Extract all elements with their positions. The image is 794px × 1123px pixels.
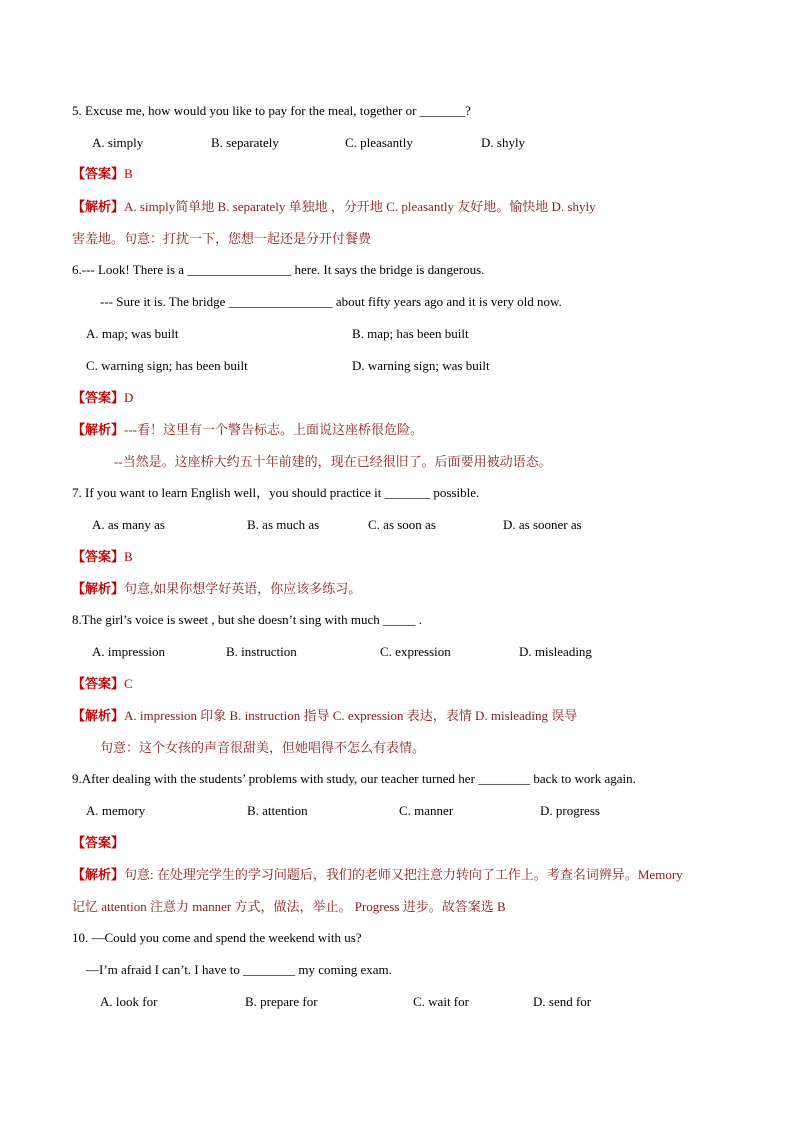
q6-stem-line1: 6.--- Look! There is a ________________ here. It says the bridge is dangerous. [72, 262, 485, 277]
analysis-tag: 【解析】 [72, 581, 125, 596]
q6-answer: D [124, 390, 134, 405]
q7-option-d: D. as sooner as [503, 517, 582, 532]
answer-tag: 【答案】 [72, 676, 125, 691]
q9-stem: 9.After dealing with the students’ problems with study, our teacher turned her ________ back to work again. [72, 771, 636, 786]
q7-stem: 7. If you want to learn English well，you should practice it _______ possible. [72, 485, 480, 500]
answer-tag: 【答案】 [72, 390, 125, 405]
q7-answer: B [124, 549, 133, 564]
q10-option-a: A. look for [100, 994, 158, 1009]
q9-analysis-line1: 句意: 在处理完学生的学习问题后，我们的老师又把注意力转向了工作上。考查名词辨异。Memory [124, 867, 683, 882]
q6-option-b: B. map; has been built [352, 326, 469, 341]
analysis-tag: 【解析】 [72, 199, 125, 214]
q5-analysis-line2: 害羞地。句意：打扰一下，您想一起还是分开付餐费 [72, 231, 372, 246]
q8-option-d: D. misleading [519, 644, 592, 659]
q9-option-b: B. attention [247, 803, 308, 818]
q8-analysis-row [72, 707, 577, 725]
answer-tag: 【答案】 [72, 166, 125, 181]
q9-option-d: D. progress [540, 803, 600, 818]
q6-analysis-line2: --当然是。这座桥大约五十年前建的，现在已经很旧了。后面要用被动语态。 [114, 454, 552, 469]
q7-option-b: B. as much as [247, 517, 320, 532]
q5-analysis-line1: A. simply简单地 B. separately 单独地 ，分开地 C. pleasantly 友好地。愉快地 D. shyly [124, 199, 596, 214]
q6-option-d: D. warning sign; was built [352, 358, 490, 373]
q10-option-b: B. prepare for [245, 994, 318, 1009]
q6-option-c: C. warning sign; has been built [86, 358, 248, 373]
q9-answer-row [72, 834, 124, 852]
q5-option-a: A. simply [92, 135, 144, 150]
q8-option-b: B. instruction [226, 644, 297, 659]
q8-option-c: C. expression [380, 644, 451, 659]
q8-stem: 8.The girl’s voice is sweet , but she doesn’t sing with much _____ . [72, 612, 422, 627]
q9-option-a: A. memory [86, 803, 146, 818]
q6-option-a: A. map; was built [86, 326, 179, 341]
q6-answer-row [72, 389, 133, 407]
q5-option-b: B. separately [211, 135, 279, 150]
answer-tag: 【答案】 [72, 549, 125, 564]
analysis-tag: 【解析】 [72, 422, 125, 437]
q7-analysis-row [72, 580, 361, 598]
q10-option-d: D. send for [533, 994, 592, 1009]
q5-answer: B [124, 166, 133, 181]
q5-option-c: C. pleasantly [345, 135, 413, 150]
q9-option-c: C. manner [399, 803, 454, 818]
q6-stem-line2: --- Sure it is. The bridge ________________ about fifty years ago and it is very old now. [100, 294, 562, 309]
q10-option-c: C. wait for [413, 994, 469, 1009]
q8-answer: C [124, 676, 133, 691]
q9-analysis-row [72, 866, 683, 884]
q8-option-a: A. impression [92, 644, 165, 659]
q10-stem-line1: 10. —Could you come and spend the weekend with us? [72, 930, 362, 945]
q9-analysis-line2: 记忆 attention 注意力 manner 方式，做法，举止。 Progress 进步。故答案选 B [72, 899, 506, 914]
q7-answer-row [72, 548, 133, 566]
analysis-tag: 【解析】 [72, 708, 125, 723]
q5-analysis-row [72, 198, 596, 216]
q7-option-a: A. as many as [92, 517, 165, 532]
q8-analysis-line2: 句意：这个女孩的声音很甜美，但她唱得不怎么有表情。 [100, 740, 426, 755]
answer-tag: 【答案】 [72, 835, 125, 850]
q7-analysis-line1: 句意,如果你想学好英语，你应该多练习。 [124, 581, 362, 596]
q6-analysis-row [72, 421, 423, 439]
q8-analysis-line1: A. impression 印象 B. instruction 指导 C. expression 表达，表情 D. misleading 误导 [124, 708, 578, 723]
q8-answer-row [72, 675, 133, 693]
q5-stem: 5. Excuse me, how would you like to pay for the meal, together or _______? [72, 103, 471, 118]
q5-option-d: D. shyly [481, 135, 526, 150]
q7-option-c: C. as soon as [368, 517, 436, 532]
q6-analysis-line1: ---看！这里有一个警告标志。上面说这座桥很危险。 [124, 422, 424, 437]
analysis-tag: 【解析】 [72, 867, 125, 882]
q10-stem-line2: —I’m afraid I can’t. I have to ________ my coming exam. [86, 962, 392, 977]
q5-answer-row [72, 165, 133, 183]
